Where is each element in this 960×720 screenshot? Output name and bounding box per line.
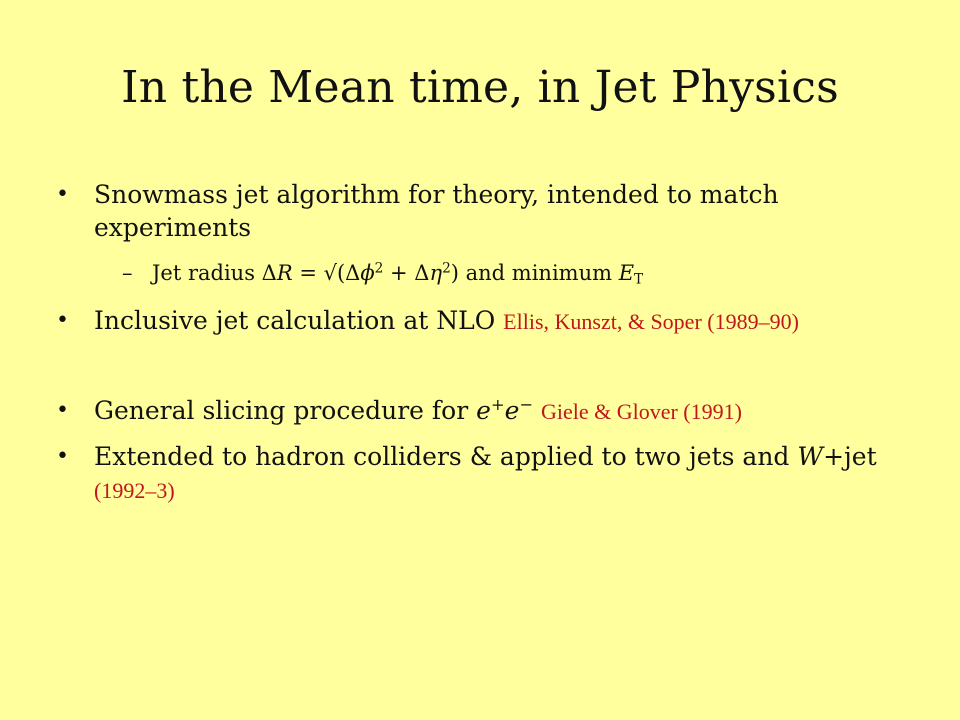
citation: (1992–3) [94, 478, 175, 503]
sub-bullet-prefix: Jet radius [152, 261, 262, 285]
slide-title: In the Mean time, in Jet Physics [121, 62, 839, 113]
bullet-icon: • [56, 308, 69, 333]
dash-icon: – [122, 261, 133, 285]
bullet-item [56, 304, 936, 338]
bullet-icon: • [56, 444, 69, 469]
bullet-item [56, 178, 936, 244]
bullet-item [56, 440, 936, 507]
formula-et: E [618, 261, 635, 285]
bullet-text: Snowmass jet algorithm for theory, intended to match experiments [94, 180, 779, 242]
bullet-icon: • [56, 398, 69, 423]
formula-jet-radius: $\Delta R = √(\Delta\phi^2 + \Delta\eta^2)$ [261, 260, 459, 285]
bullet-text [94, 440, 936, 507]
citation: Ellis, Kunszt, & Soper (1989–90) [503, 309, 799, 334]
sub-bullet-text: Jet radius $\Delta R = √(\Delta\phi^2 + \Delta\eta^2)$ and minimum $E_T$ [152, 260, 644, 288]
bullet-text [94, 304, 936, 338]
w-symbol: W [797, 442, 824, 471]
jet-suffix: +jet [823, 442, 877, 471]
bullet-text-main: Extended to hadron colliders & applied to two jets and [94, 442, 798, 471]
sub-bullet-mid: and minimum [458, 261, 619, 285]
bullet-item [56, 394, 936, 428]
citation: Giele & Glover (1991) [540, 399, 742, 424]
bullet-text-main: Inclusive jet calculation at NLO [94, 306, 504, 335]
bullet-text [94, 394, 936, 428]
bullet-text-main: General slicing procedure for [94, 396, 477, 425]
formula-ee: e+e− [476, 395, 533, 425]
bullet-icon: • [56, 182, 69, 207]
sub-bullet-item [94, 258, 934, 288]
